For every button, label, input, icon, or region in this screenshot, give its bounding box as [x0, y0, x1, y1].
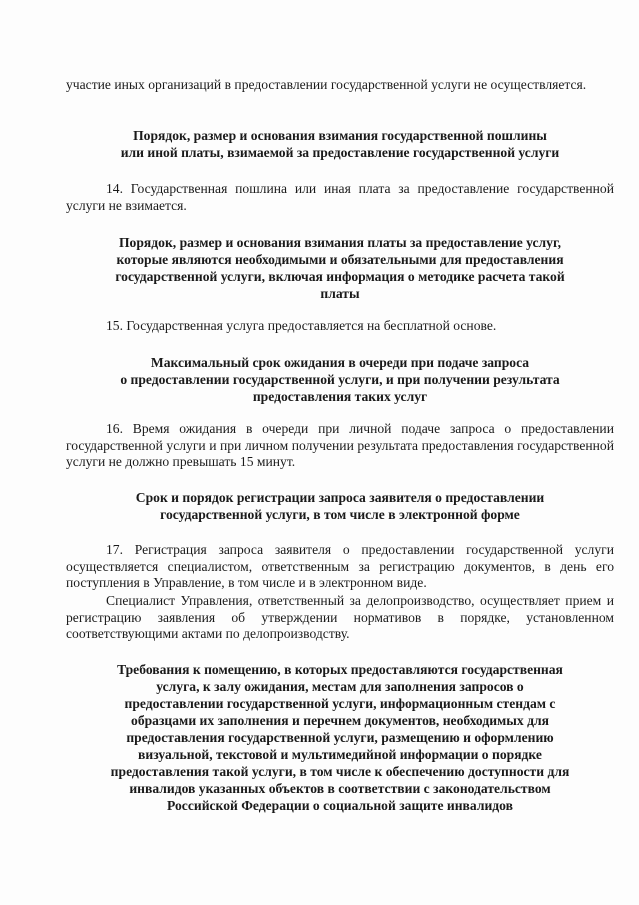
heading-registration	[66, 489, 614, 523]
heading-premises-requirements	[66, 661, 614, 814]
heading-line: Российской Федерации о социальной защите инвалидов	[167, 798, 513, 813]
heading-line: Срок и порядок регистрации запроса заявителя о предоставлении	[135, 490, 545, 505]
heading-line: о предоставлении государственной услуги, и при получении результата	[120, 372, 560, 387]
heading-service-fees	[66, 234, 614, 302]
heading-line: предоставлении государственной услуги, информационным стендам с	[124, 696, 556, 711]
heading-line: предоставления таких услуг	[252, 389, 428, 404]
paragraph-16: 16. Время ожидания в очереди при личной подаче запроса о предоставлении государственной услуги и при личном получении результата предоставления государственной услуги не должно превышать 15 минут.	[66, 421, 614, 470]
heading-line: образцами их заполнения и перечнем документов, необходимых для	[131, 713, 549, 728]
paragraph-17: 17. Регистрация запроса заявителя о предоставлении государственной услуги осуществляется специалистом, ответственным за регистрацию документов, в день его поступления в Управление, в том числе и в электронном виде.	[66, 542, 614, 591]
heading-line: Порядок, размер и основания взимания государственной пошлины	[133, 128, 547, 143]
heading-line: визуальной, текстовой и мультимедийной информации о порядке	[138, 747, 542, 762]
heading-state-duty	[66, 127, 614, 161]
heading-line: или иной платы, взимаемой за предоставление государственной услуги	[120, 145, 560, 160]
paragraph-intro: участие иных организаций в предоставлении государственной услуги не осуществляется.	[66, 77, 587, 92]
paragraph-17-records: Специалист Управления, ответственный за делопроизводство, осуществляет прием и регистрацию заявления об утверждении нормативов в порядке, установленном соответствующими актами по делопроизводству.	[66, 593, 614, 642]
heading-line: Требования к помещению, в которых предоставляются государственная	[117, 662, 563, 677]
heading-line: Максимальный срок ожидания в очереди при подаче запроса	[150, 355, 530, 370]
paragraph-15: 15. Государственная услуга предоставляется на бесплатной основе.	[106, 318, 497, 333]
heading-line: инвалидов указанных объектов в соответствии с законодательством	[129, 781, 551, 796]
heading-line: государственной услуги, включая информация о методике расчета такой	[115, 269, 565, 284]
paragraph-14: 14. Государственная пошлина или иная плата за предоставление государственной услуги не взимается.	[66, 181, 614, 213]
heading-line: платы	[320, 286, 360, 301]
heading-line: которые являются необходимыми и обязательными для предоставления	[116, 252, 564, 267]
heading-line: Порядок, размер и основания взимания платы за предоставление услуг,	[118, 235, 562, 250]
heading-line: государственной услуги, в том числе в электронной форме	[160, 507, 520, 522]
heading-line: предоставления такой услуги, в том числе к обеспечению доступности для	[110, 764, 570, 779]
heading-waiting-time	[66, 354, 614, 405]
heading-line: услуга, к залу ожидания, местам для заполнения запросов о	[156, 679, 524, 694]
heading-line: предоставления государственной услуги, размещению и оформлению	[126, 730, 554, 745]
